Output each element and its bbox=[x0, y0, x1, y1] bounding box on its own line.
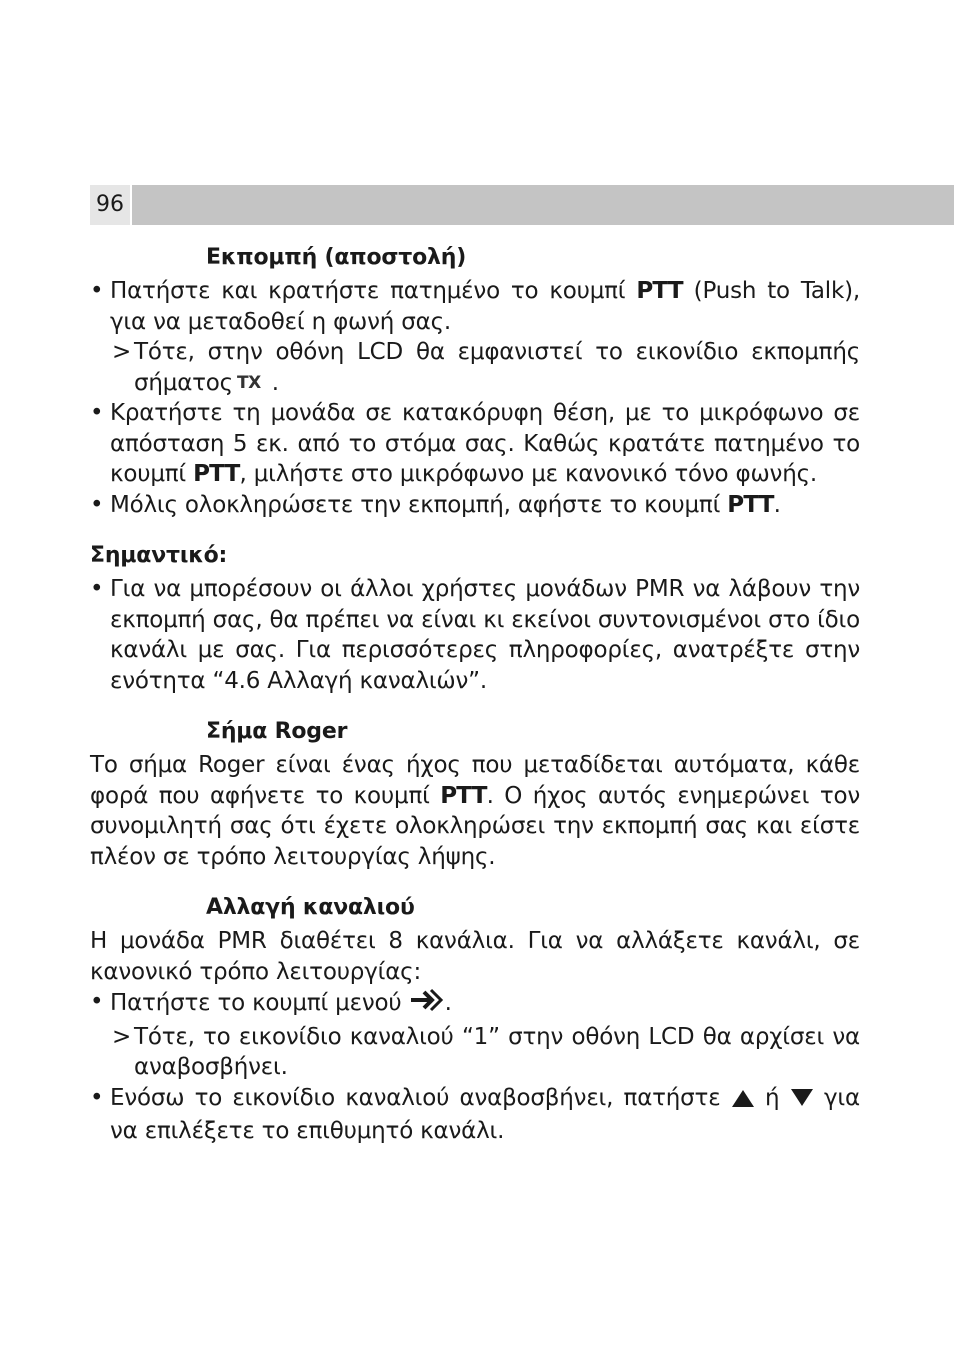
header-bar bbox=[132, 185, 954, 225]
down-arrow-icon bbox=[790, 1086, 814, 1117]
page-number: 96 bbox=[90, 185, 130, 225]
list-item: • Για να μπορέσουν οι άλλοι χρήστες μονάδων PMR να λάβουν την εκπομπή σας, θα πρέπει να είναι κι εκείνοι συντονισμένοι στο ίδιο κανάλι με σας. Για περισσότερες πληροφορίες, ανατρέξτε στην ενότητα “4.6 Αλλαγή καναλιών”. bbox=[90, 574, 860, 696]
paragraph-roger: Το σήμα Roger είναι ένας ήχος που μεταδίδεται αυτόματα, κάθε φορά που αφήνετε το κουμπί PTT. Ο ήχος αυτός ενημερώνει τον συνομιλητή σας ότι έχετε ολοκληρώσει την εκπομπή σας και είστε πλέον σε τρόπο λειτουργίας λήψης. bbox=[90, 752, 860, 870]
menu-icon bbox=[409, 987, 445, 1022]
section-heading-channel: Αλλαγή καναλιού bbox=[206, 895, 415, 920]
paragraph-channel: Η μονάδα PMR διαθέτει 8 κανάλια. Για να αλλάξετε κανάλι, σε κανονικό τρόπο λειτουργίας: bbox=[90, 928, 860, 985]
sub-item: > Τότε, το εικονίδιο καναλιού “1” στην οθόνη LCD θα αρχίσει να αναβοσβήνει. bbox=[90, 1022, 860, 1083]
sub-item: > Τότε, στην οθόνη LCD θα εμφανιστεί το εικονίδιο εκπομπής σήματος TX . bbox=[90, 337, 860, 398]
list-item: • Πατήστε και κρατήστε πατημένο το κουμπί PTT (Push to Talk), για να μεταδοθεί η φωνή σας. bbox=[90, 276, 860, 337]
section-heading-roger: Σήμα Roger bbox=[206, 719, 348, 744]
document-body bbox=[90, 240, 860, 1147]
list-item: • Ενόσω το εικονίδιο καναλιού αναβοσβήνει, πατήστε ή για να επιλέξετε το επιθυμητό κανάλι. bbox=[90, 1083, 860, 1147]
list-item: • Κρατήστε τη μονάδα σε κατακόρυφη θέση, με το μικρόφωνο σε απόσταση 5 εκ. από το στόμα σας. Καθώς κρατάτε πατημένο το κουμπί PTT, μιλήστε στο μικρόφωνο με κανονικό τόνο φωνής. bbox=[90, 398, 860, 490]
tx-icon: TX bbox=[236, 372, 261, 393]
section-heading-transmission: Εκπομπή (αποστολή) bbox=[206, 245, 467, 270]
list-item: • Πατήστε το κουμπί μενού . bbox=[90, 987, 860, 1022]
up-arrow-icon bbox=[731, 1086, 755, 1117]
important-heading: Σημαντικό: bbox=[90, 543, 228, 568]
list-item: • Μόλις ολοκληρώσετε την εκπομπή, αφήστε το κουμπί PTT. bbox=[90, 490, 860, 521]
